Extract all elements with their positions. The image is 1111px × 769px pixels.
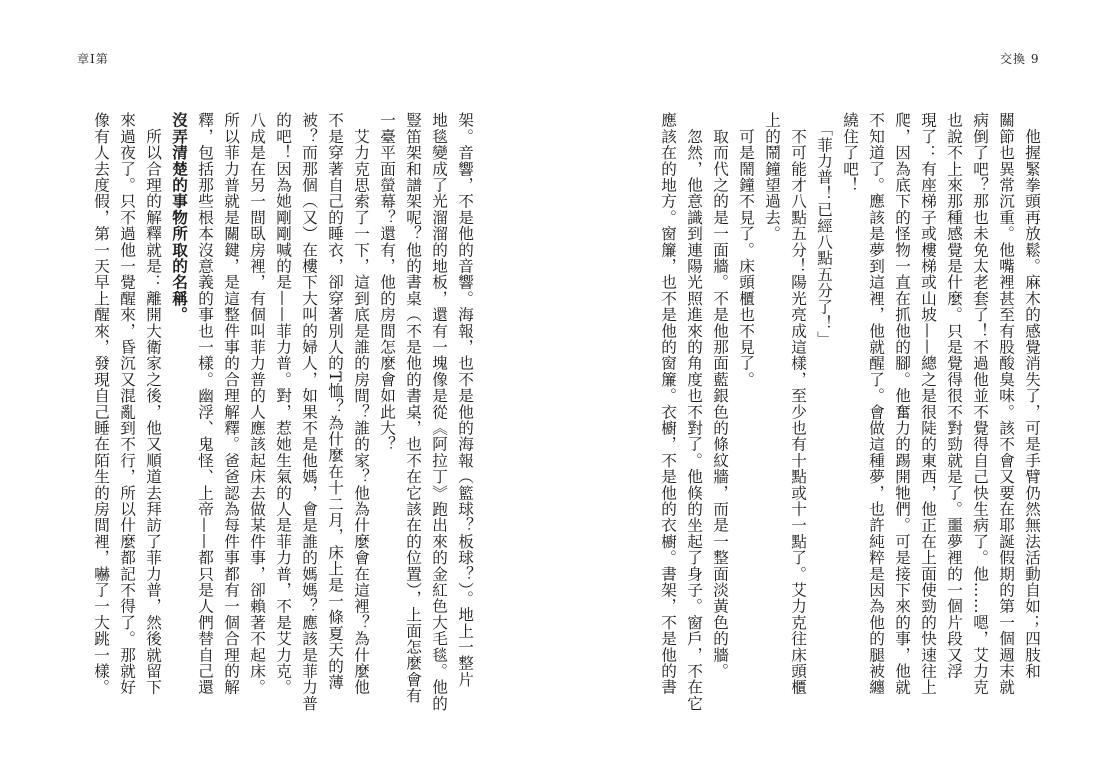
- text-line: 上的鬧鐘望過去。: [763, 112, 781, 242]
- text-line: 艾力克思索了一下，這到底是誰的房間？誰的家？他為什麼會在這裡？為什麼他: [352, 112, 370, 696]
- left-page: [0, 0, 555, 769]
- right-text-column: [615, 112, 1045, 712]
- text-line: 來過夜了。只不過他一覺醒來，昏沉又混亂到不行，所以什麼都記不得了。那就好: [118, 112, 136, 696]
- text-line: 可是鬧鐘不見了。床頭櫃也不見了。: [737, 112, 755, 388]
- text-line: 繞住了吧！: [841, 112, 859, 193]
- text-line: 釋，包括那些根本沒意義的事也一樣。幽浮、鬼怪、上帝——都只是人們替自己還: [196, 112, 214, 696]
- text-line: 不可能才八點五分！陽光亮成這樣，至少也有十點或十一點了。艾力克往床頭櫃: [789, 112, 807, 696]
- text-line: 也說不上來那種感覺是什麼。只是覺得很不對勁就是了。噩夢裡的一個片段又浮: [945, 112, 963, 679]
- left-text-column: [78, 112, 478, 712]
- text-line: 沒弄清楚的事物所取的名稱。: [170, 112, 189, 323]
- text-line: 所以菲力普就是關鍵，是這整件事的合理解釋。爸爸認為每件事都有一個合理的解: [222, 112, 240, 696]
- text-line: 地毯變成了光溜溜的地板，還有一塊像是從《阿拉丁》跑出來的金紅色大毛毯。他的: [430, 112, 448, 712]
- right-page: [556, 0, 1111, 769]
- text-line: 被？而那個（又）在樓下大叫的婦人，如果不是他媽，會是誰的媽媽？應該是菲力普: [300, 112, 318, 712]
- text-line: 應該在的地方。窗簾，也不是他的窗簾。衣櫥，不是他的衣櫥。書架，不是他的書: [659, 112, 677, 696]
- text-line: 不是穿著自己的睡衣，卻穿著別人的T恤？為什麼在十二月，床上是一條夏天的薄: [326, 112, 344, 691]
- text-line: 現了：有座梯子或樓梯或山坡——總之是很陡的東西，他正在上面使勁的快速往上: [919, 112, 937, 696]
- text-line: 一臺平面螢幕？還有，他的房間怎麼會如此大？: [378, 112, 396, 453]
- text-line: 不知道了。應該是夢到這裡，他就醒了。會做這種夢，也許純粹是因為他的腿被纏: [867, 112, 885, 696]
- text-line: 的吧！因為她剛剛喊的是——菲力普。對，惹她生氣的人是菲力普，不是艾力克。: [274, 112, 292, 696]
- text-line: 爬，因為底下的怪物一直在抓他的腳。他奮力的踢開牠們。可是接下來的事，他就: [893, 112, 911, 696]
- book-title-page-number: 交換 9: [1000, 52, 1040, 66]
- text-line: 取而代之的是一面牆。不是他那面藍銀色的條紋牆，而是一整面淡黃色的牆。: [711, 112, 729, 679]
- text-line: 豎笛架和譜架呢？他的書桌（不是他的書桌，也不在它該在的位置），上面怎麼會有: [404, 112, 422, 704]
- text-line: 他握緊拳頭再放鬆。麻木的感覺消失了，可是手臂仍然無法活動自如；四肢和: [1023, 112, 1041, 679]
- chapter-header: 章I第: [77, 52, 109, 66]
- text-line: 病倒了吧？那也未免太老套了！不過他並不覺得自己快生病了。他……嗯，艾力克: [971, 112, 989, 696]
- text-line: 像有人去度假，第一天早上醒來，發現自己睡在陌生的房間裡，嚇了一大跳一樣。: [92, 112, 110, 696]
- text-line: 八成是在另一間臥房裡，有個叫菲力普的人應該起床去做某件事，卻賴著不起床。: [248, 112, 266, 696]
- text-line: 關節也異常沉重。他嘴裡甚至有股酸臭味。該不會又要在耶誕假期的第一個週末就: [997, 112, 1015, 696]
- text-line: 架。音響，不是他的音響。海報，也不是他的海報（籃球？板球？）。地上一整片: [456, 112, 474, 688]
- text-line: 所以合理的解釋就是：離開大衛家之後，他又順道去拜訪了菲力普，然後就留下: [144, 112, 162, 696]
- text-line: 忽然，他意識到連陽光照進來的角度也不對了。他倏的坐起了身子。窗戶，不在它: [685, 112, 703, 712]
- text-line: 「菲力普！已經八點五分了！」: [815, 112, 833, 348]
